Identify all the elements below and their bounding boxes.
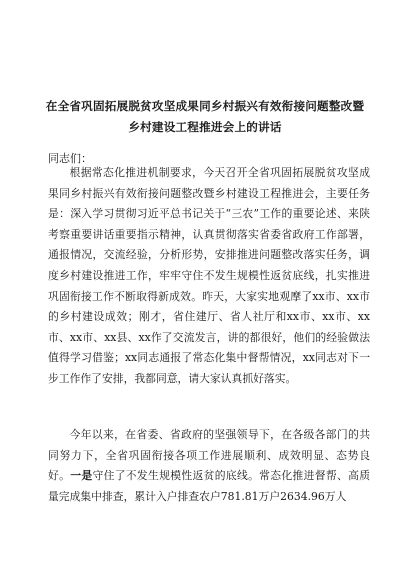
paragraph-text: 今年以来，在省委、省政府的坚强领导下，在各级各部门的共同努力下，全省巩固衔接各项工作进展顺利、成效明显、态势良好。 <box>48 428 370 483</box>
paragraph-text: 根据常态化推进机制要求，今天召开全省巩固拓展脱贫攻坚成果同乡村振兴有效衔接问题整改暨乡村建设工程推进会，主要任务是：深入学习贯彻习近平总书记关于“三农”工作的重要论述、来陕考察重要讲话重要指示精神，认真贯彻落实省委省政府工作部署，通报情况，交流经验，分析形势，安排推进问题整改落实任务，调度乡村建设推进工作，牢牢守住不发生规模性返贫底线，扎实推进巩固衔接工作不断取得新成效。昨天，大家实地观摩了xx市、xx市的乡村建设成效；刚才，省住建厅、省人社厅和xx市、xx市、xx市、xx市、xx县、xx作了交流发言，讲的都很好，他们的经验做法值得学习借鉴；xx同志通报了常态化集中督帮情况，xx同志对下一步工作作了安排，我都同意，请大家认真抓好落实。 <box>48 166 370 385</box>
paragraph-text: 守住了不发生规模性返贫的底线。常态化推进督帮、高质量完成集中排查，累计入户排查农户781.81万户2634.96万人 <box>48 469 371 503</box>
document-title: 在全省巩固拓展脱贫攻坚成果同乡村振兴有效衔接问题整改暨乡村建设工程推进会上的讲话 <box>45 99 365 134</box>
body-paragraph <box>48 163 370 390</box>
salutation: 同志们： <box>48 152 92 165</box>
body-paragraph <box>48 425 370 507</box>
bold-emphasis: 一是 <box>70 469 93 483</box>
